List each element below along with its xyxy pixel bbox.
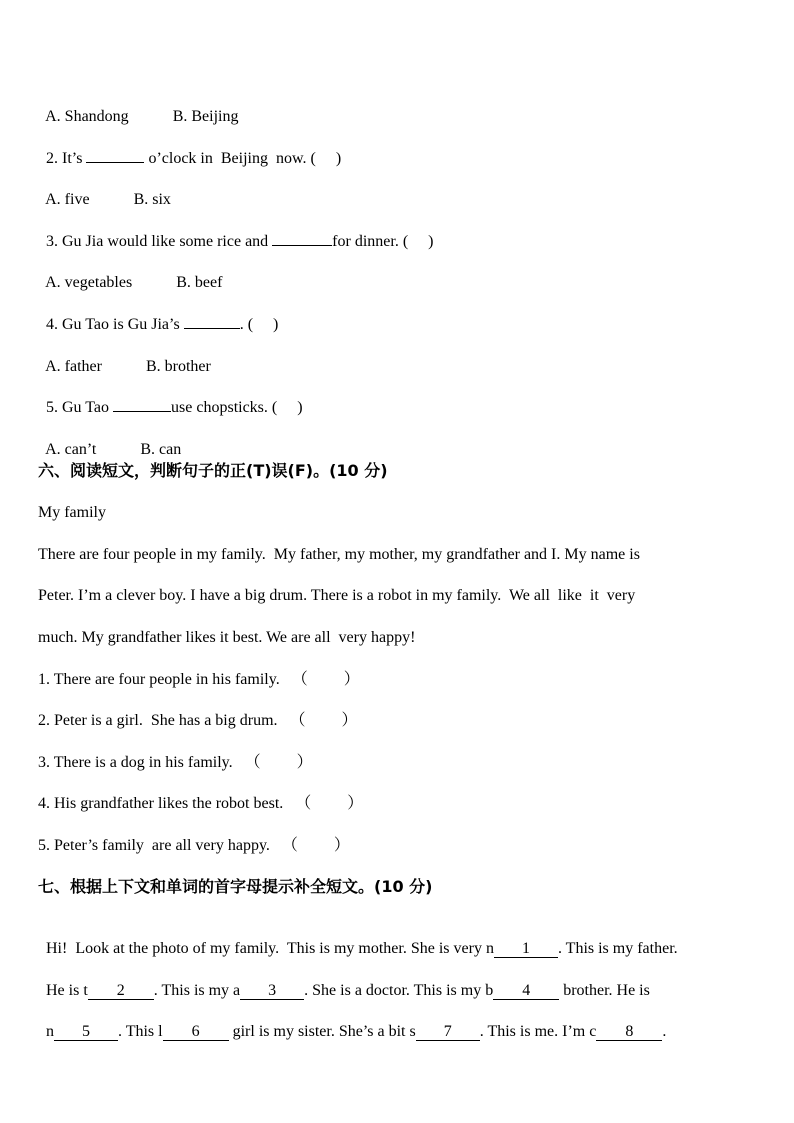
statement-2[interactable]: 2. Peter is a girl. She has a big drum. （ ） (38, 712, 358, 729)
cloze-blank-3[interactable]: 3 (240, 982, 304, 1000)
q3-question (38, 212, 433, 252)
q5-option-a: A. can’t (45, 441, 97, 458)
passage-title: My family (38, 504, 106, 521)
q5-question (38, 378, 303, 418)
q5-text-end: use chopsticks. ( ) (171, 399, 303, 416)
cloze-text: n (46, 1023, 54, 1040)
cloze-line-2 (38, 961, 650, 1001)
cloze-text: . This l (118, 1023, 163, 1040)
q4-text-start: 4. Gu Tao is Gu Jia’s (46, 316, 184, 333)
q3-option-a: A. vegetables (45, 274, 133, 291)
cloze-text: . She is a doctor. This is my b (304, 982, 494, 999)
cloze-line-1 (38, 919, 678, 959)
cloze-text: girl is my sister. She’s a bit s (228, 1023, 416, 1040)
q3-text-end: for dinner. ( ) (332, 233, 434, 250)
cloze-text: . This is my father. (557, 940, 678, 957)
statement-3[interactable]: 3. There is a dog in his family. （ ） (38, 754, 313, 771)
q3-options (38, 253, 222, 293)
q2-options (38, 170, 171, 210)
cloze-text: Hi! Look at the photo of my family. This is my mother. She is very n (46, 940, 494, 957)
statement-1[interactable]: 1. There are four people in his family. （ ） (38, 671, 360, 688)
cloze-text: . This is me. I’m c (479, 1023, 597, 1040)
q5-text-start: 5. Gu Tao (46, 399, 114, 416)
q5-options (38, 420, 181, 460)
q1-options (38, 87, 238, 127)
q4-option-b: B. brother (145, 358, 211, 375)
statement-5[interactable]: 5. Peter’s family are all very happy. （ ） (38, 837, 350, 854)
q4-option-a: A. father (45, 358, 102, 375)
cloze-text: He is t (46, 982, 88, 999)
q2-text-end: o’clock in Beijing now. ( ) (144, 150, 342, 167)
q2-option-b: B. six (133, 191, 171, 208)
passage-line-1: There are four people in my family. My father, my mother, my grandfather and I. My name is (38, 546, 640, 563)
q4-blank[interactable] (184, 328, 240, 329)
cloze-blank-6[interactable]: 6 (163, 1023, 229, 1041)
passage-line-2: Peter. I’m a clever boy. I have a big drum. There is a robot in my family. We all like it very (38, 587, 636, 604)
cloze-blank-5[interactable]: 5 (54, 1023, 118, 1041)
passage-line-3: much. My grandfather likes it best. We are all very happy! (38, 629, 416, 646)
cloze-blank-4[interactable]: 4 (493, 982, 559, 1000)
q3-blank[interactable] (272, 245, 332, 246)
q1-option-a: A. Shandong (45, 108, 129, 125)
q1-option-b: B. Beijing (172, 108, 239, 125)
section6-heading: 六、阅读短文，判断句子的正(T)误(F)。(10 分) (38, 461, 388, 480)
q2-option-a: A. five (45, 191, 90, 208)
cloze-blank-8[interactable]: 8 (596, 1023, 662, 1041)
q4-question (38, 295, 278, 335)
q5-option-b: B. can (140, 441, 182, 458)
q2-text-start: 2. It’s (46, 150, 87, 167)
q2-blank[interactable] (86, 162, 144, 163)
cloze-blank-1[interactable]: 1 (494, 940, 558, 958)
section7-heading: 七、根据上下文和单词的首字母提示补全短文。(10 分) (38, 877, 433, 896)
cloze-text: . This is my a (153, 982, 241, 999)
cloze-blank-2[interactable]: 2 (88, 982, 154, 1000)
q2-question (38, 129, 341, 169)
cloze-line-3 (38, 1002, 666, 1042)
q4-text-end: . ( ) (239, 316, 279, 333)
cloze-blank-7[interactable]: 7 (416, 1023, 480, 1041)
q4-options (38, 337, 211, 377)
q3-option-b: B. beef (176, 274, 223, 291)
q3-text-start: 3. Gu Jia would like some rice and (46, 233, 273, 250)
cloze-text: brother. He is (559, 982, 650, 999)
statement-4[interactable]: 4. His grandfather likes the robot best. （ ） (38, 795, 364, 812)
cloze-text: . (662, 1023, 667, 1040)
q5-blank[interactable] (113, 411, 171, 412)
